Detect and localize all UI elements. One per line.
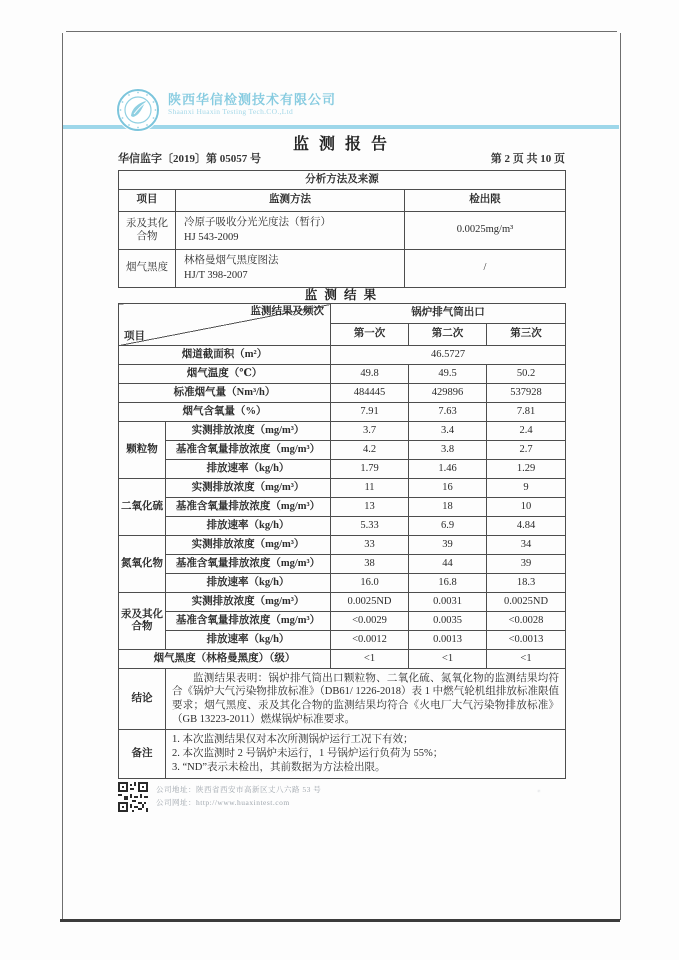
table-row: [119, 365, 566, 384]
param-label: 基准含氧量排放浓度（mg/m³）: [166, 441, 331, 460]
page-indicator: 第 2 页 共 10 页: [490, 153, 565, 165]
row-value: 2.4: [487, 422, 566, 441]
row-value: 49.8: [331, 365, 409, 384]
row-value: 6.9: [409, 517, 487, 536]
row-value: 7.81: [487, 403, 566, 422]
scan-border-left: [62, 33, 63, 920]
table-row: [119, 384, 566, 403]
method-name: 冷原子吸收分光光度法（暂行）: [184, 217, 331, 229]
row-label: 烟气温度（℃）: [119, 365, 331, 384]
param-label: 实测排放浓度（mg/m³）: [166, 593, 331, 612]
analysis-table-title: 分析方法及来源: [119, 171, 566, 190]
col-header-limit: 检出限: [405, 190, 566, 212]
analysis-item: 烟气黑度: [119, 250, 176, 288]
row-value: 4.84: [487, 517, 566, 536]
outlet-header: 锅炉排气筒出口: [331, 304, 566, 324]
row-value: 49.5: [409, 365, 487, 384]
analysis-methods-table: [118, 170, 566, 288]
row-value: 39: [487, 555, 566, 574]
row-value: 9: [487, 479, 566, 498]
row-label: 标准烟气量（Nm³/h）: [119, 384, 331, 403]
row-value-merged: 46.5727: [331, 346, 566, 365]
conclusion-row: [119, 669, 566, 730]
conclusion-label: 结论: [119, 669, 166, 730]
analysis-method: [176, 250, 405, 288]
diagonal-header-bottom: 项目: [124, 330, 145, 342]
param-label: 排放速率（kg/h）: [166, 631, 331, 650]
row-value: <0.0012: [331, 631, 409, 650]
row-label: 烟气黑度（林格曼黑度）（级）: [119, 650, 331, 669]
row-value: 16.0: [331, 574, 409, 593]
row-label: 烟道截面积（m²）: [119, 346, 331, 365]
row-value: 3.4: [409, 422, 487, 441]
row-value: 0.0035: [409, 612, 487, 631]
remarks-text-cell: [166, 730, 566, 779]
analysis-method: [176, 212, 405, 250]
row-value: 3.8: [409, 441, 487, 460]
table-row: [119, 441, 566, 460]
company-name-en: Shaanxi Huaxin Testing Tech.CO.,Ltd: [168, 107, 293, 117]
row-value: 484445: [331, 384, 409, 403]
row-value: <1: [487, 650, 566, 669]
group-label: 颗粒物: [119, 422, 166, 479]
freq-header-1: 第一次: [331, 324, 409, 346]
row-value: 4.2: [331, 441, 409, 460]
diagonal-header-cell: [119, 304, 331, 346]
scan-border-bottom: [60, 919, 620, 922]
report-title: 监 测 报 告: [292, 136, 390, 153]
row-label: 烟气含氧量（%）: [119, 403, 331, 422]
row-value: 38: [331, 555, 409, 574]
table-row: [119, 346, 566, 365]
row-value: 18.3: [487, 574, 566, 593]
analysis-item: 汞及其化合物: [119, 212, 176, 250]
conclusion-text: 监测结果表明：锅炉排气筒出口颗粒物、二氧化硫、氮氧化物的监测结果均符合《锅炉大气污染物排放标准》（DB61/ 1226-2018）表 1 中燃气轮机组排放标准限值要求；烟气黑度、汞及其化合物的监测结果均符合《火电厂大气污染物排放标准》（GB 13223-2011）燃煤锅炉标准要求。: [172, 672, 560, 725]
row-value: 2.7: [487, 441, 566, 460]
report-body: [118, 170, 565, 779]
row-value: <0.0028: [487, 612, 566, 631]
doc-number: 华信监字〔2019〕第 05057 号: [118, 153, 261, 165]
group-label: 二氧化硫: [119, 479, 166, 536]
row-value: 39: [409, 536, 487, 555]
method-standard: HJ 543-2009: [184, 231, 239, 243]
row-value: 10: [487, 498, 566, 517]
freq-header-2: 第二次: [409, 324, 487, 346]
row-value: 537928: [487, 384, 566, 403]
row-value: <1: [409, 650, 487, 669]
company-name-block: [168, 93, 336, 117]
col-header-item: 项目: [119, 190, 176, 212]
row-value: 1.29: [487, 460, 566, 479]
row-value: 1.79: [331, 460, 409, 479]
table-row: [119, 212, 566, 250]
param-label: 基准含氧量排放浓度（mg/m³）: [166, 498, 331, 517]
table-row: [119, 479, 566, 498]
table-row: [119, 555, 566, 574]
row-value: 1.46: [409, 460, 487, 479]
analysis-limit: /: [405, 250, 566, 288]
table-row: [119, 403, 566, 422]
param-label: 实测排放浓度（mg/m³）: [166, 479, 331, 498]
results-section-title: 监 测 结 果: [304, 288, 379, 302]
diagonal-header-top: 监测结果及频次: [250, 306, 324, 317]
row-value: 0.0025ND: [331, 593, 409, 612]
param-label: 排放速率（kg/h）: [166, 460, 331, 479]
remark-line: 3. “ND”表示未检出，其前数据为方法检出限。: [172, 761, 386, 773]
qr-code: [118, 782, 148, 817]
group-label: 汞及其化合物: [119, 593, 166, 650]
table-row: [119, 460, 566, 479]
footer-contact-block: [156, 784, 321, 810]
row-value: 7.91: [331, 403, 409, 422]
param-label: 排放速率（kg/h）: [166, 517, 331, 536]
row-value: 5.33: [331, 517, 409, 536]
group-label: 氮氧化物: [119, 536, 166, 593]
table-row: [119, 422, 566, 441]
table-row: [119, 631, 566, 650]
param-label: 实测排放浓度（mg/m³）: [166, 536, 331, 555]
row-value: 34: [487, 536, 566, 555]
remarks-label: 备注: [119, 730, 166, 779]
row-value: 0.0025ND: [487, 593, 566, 612]
table-row: [119, 517, 566, 536]
remarks-row: [119, 730, 566, 779]
company-logo-icon: [116, 88, 160, 132]
param-label: 基准含氧量排放浓度（mg/m³）: [166, 612, 331, 631]
table-row: [119, 498, 566, 517]
table-row: [119, 574, 566, 593]
row-value: 16.8: [409, 574, 487, 593]
monitoring-results-table: [118, 303, 566, 779]
freq-header-3: 第三次: [487, 324, 566, 346]
row-value: <0.0013: [487, 631, 566, 650]
row-value: 0.0031: [409, 593, 487, 612]
param-label: 实测排放浓度（mg/m³）: [166, 422, 331, 441]
param-label: 排放速率（kg/h）: [166, 574, 331, 593]
remark-line: 2. 本次监测时 2 号锅炉未运行，1 号锅炉运行负荷为 55%；: [172, 748, 444, 760]
col-header-method: 监测方法: [176, 190, 405, 212]
row-value: 50.2: [487, 365, 566, 384]
row-value: 33: [331, 536, 409, 555]
table-row: [119, 612, 566, 631]
company-address: 公司地址：陕西省西安市高新区丈八六路 53 号: [156, 785, 322, 794]
row-value: 3.7: [331, 422, 409, 441]
doc-info-row: [118, 150, 565, 166]
table-row: [119, 536, 566, 555]
table-row: [119, 650, 566, 669]
scan-border-right: [620, 33, 621, 920]
row-value: 13: [331, 498, 409, 517]
company-website: 公司网址：http://www.huaxintest.com: [156, 797, 290, 807]
conclusion-text-cell: [166, 669, 566, 730]
param-label: 基准含氧量排放浓度（mg/m³）: [166, 555, 331, 574]
row-value: 7.63: [409, 403, 487, 422]
analysis-limit: 0.0025mg/m³: [405, 212, 566, 250]
row-value: 11: [331, 479, 409, 498]
row-value: 44: [409, 555, 487, 574]
method-name: 林格曼烟气黑度图法: [184, 255, 279, 267]
row-value: 16: [409, 479, 487, 498]
row-value: 0.0013: [409, 631, 487, 650]
company-name-cn: 陕西华信检测技术有限公司: [168, 92, 337, 107]
method-standard: HJ/T 398-2007: [184, 269, 248, 281]
table-row: [119, 593, 566, 612]
row-value: <0.0029: [331, 612, 409, 631]
scan-border-top: [66, 31, 617, 32]
remark-line: 1. 本次监测结果仅对本次所测锅炉运行工况下有效；: [172, 734, 414, 746]
row-value: <1: [331, 650, 409, 669]
table-row: [119, 250, 566, 288]
row-value: 429896: [409, 384, 487, 403]
row-value: 18: [409, 498, 487, 517]
